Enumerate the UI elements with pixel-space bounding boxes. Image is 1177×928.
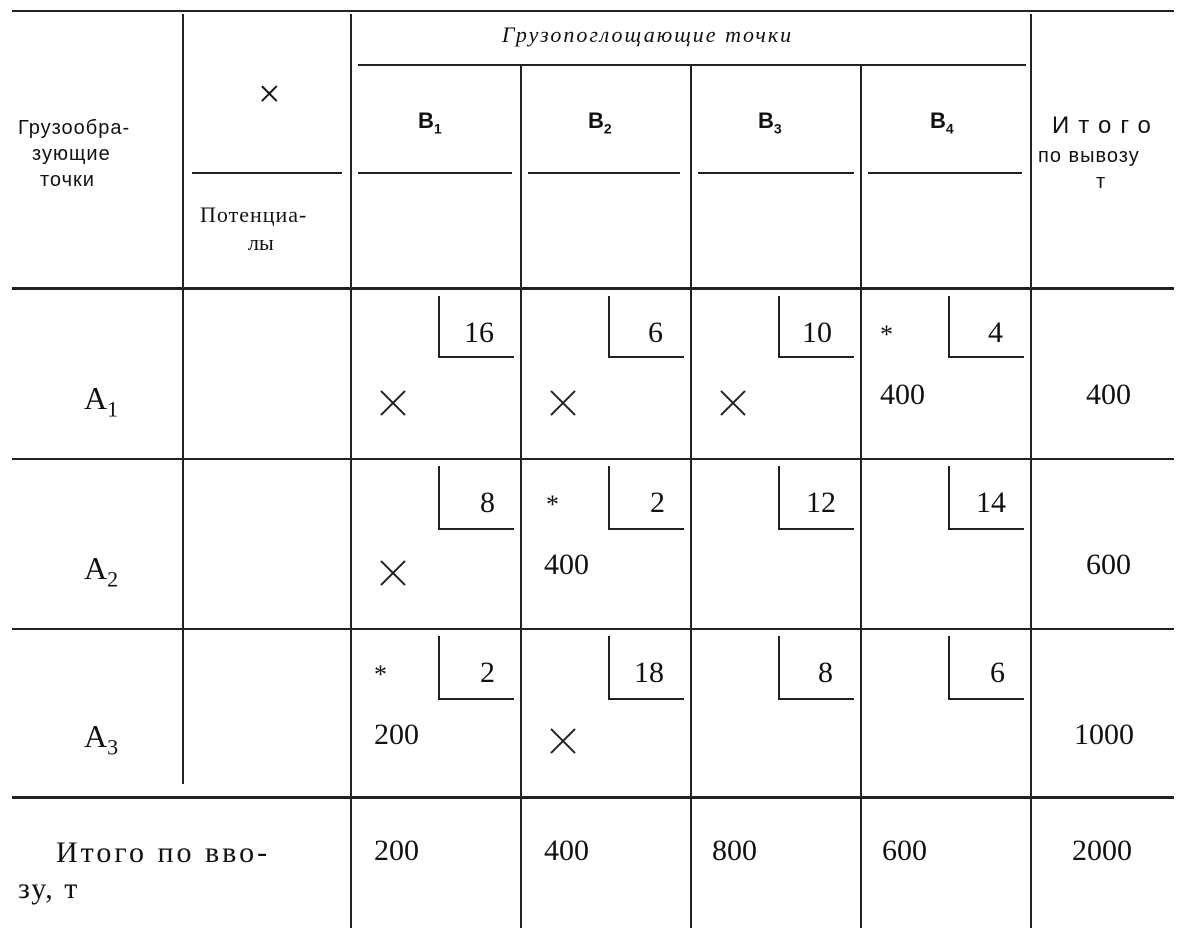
grand-total: 2000 [1072, 834, 1132, 867]
cost-a3-b3: 8 [818, 656, 833, 689]
footer-label-line-1: Итого по вво- [56, 836, 271, 869]
cross-mark-a1-b3 [720, 390, 746, 416]
cost-box-rule [778, 698, 854, 700]
total-out-line-3: т [1096, 171, 1107, 193]
cost-box-bracket [438, 636, 440, 698]
cost-box-rule [778, 528, 854, 530]
cross-mark-a2-b1 [380, 560, 406, 586]
footer-total-b2: 400 [544, 834, 589, 867]
row-label-a1: $А_1$ [84, 380, 119, 422]
column-header-b4: $В_4$ [930, 108, 954, 137]
dest-group-title: Грузопоглощающие точки [502, 22, 794, 47]
cross-mark-a3-b2 [550, 728, 576, 754]
footer-total-b4: 600 [882, 834, 927, 867]
cost-box-rule [608, 356, 684, 358]
row-total-a3: 1000 [1074, 718, 1134, 751]
cost-box-bracket [438, 466, 440, 528]
column-header-b2: $В_2$ [588, 108, 612, 137]
total-out-line-1: Итого [1052, 112, 1160, 139]
cost-box-rule [778, 356, 854, 358]
col-divider-1 [182, 14, 184, 784]
cost-a2-b3: 12 [806, 486, 836, 519]
column-header-b1: $В_1$ [418, 108, 442, 137]
cost-box-bracket [948, 636, 950, 698]
cost-box-rule [608, 528, 684, 530]
cost-a1-b2: 6 [648, 316, 663, 349]
total-out-line-2: по вывозу [1038, 145, 1140, 167]
footer-label-line-2: зу, т [18, 872, 80, 905]
amount-a3-b1: 200 [374, 718, 419, 751]
cost-box-rule [438, 528, 514, 530]
cost-box-bracket [608, 636, 610, 698]
potentials-line-1: Потенциа- [200, 202, 308, 227]
col-divider-b3-b4 [860, 66, 862, 928]
amount-a2-b2: 400 [544, 548, 589, 581]
potentials-line-2: лы [248, 230, 274, 255]
basis-star-a3-b1: * [374, 660, 387, 689]
footer-total-b3: 800 [712, 834, 757, 867]
cost-a3-b2: 18 [634, 656, 664, 689]
cost-box-bracket [948, 466, 950, 528]
cost-box-bracket [778, 636, 780, 698]
cost-box-bracket [438, 296, 440, 356]
cost-a2-b4: 14 [976, 486, 1006, 519]
cost-box-bracket [778, 296, 780, 356]
row-a3-bottom-rule [12, 796, 1174, 799]
corner-cross-mark: × [258, 71, 281, 116]
row-header-line-1: Грузообра- [18, 117, 131, 139]
row-header-line-2: зующие [32, 143, 111, 165]
cost-a1-b3: 10 [802, 316, 832, 349]
cost-a3-b4: 6 [990, 656, 1005, 689]
dest-group-rule [358, 64, 1026, 66]
footer-total-b1: 200 [374, 834, 419, 867]
col-divider-b2-b3 [690, 66, 692, 928]
row-a2-bottom-rule [12, 628, 1174, 630]
cost-box-bracket [948, 296, 950, 356]
cost-box-bracket [778, 466, 780, 528]
b4-subrule [868, 172, 1022, 174]
top-rule [12, 10, 1174, 12]
cost-box-rule [948, 528, 1024, 530]
b3-subrule [698, 172, 854, 174]
potentials-rule [192, 172, 342, 174]
row-total-a1: 400 [1086, 378, 1131, 411]
cost-a1-b1: 16 [464, 316, 494, 349]
cost-box-rule [608, 698, 684, 700]
col-divider-b1-b2 [520, 66, 522, 928]
cost-a3-b1: 2 [480, 656, 495, 689]
cost-a1-b4: 4 [988, 316, 1003, 349]
basis-star-a2-b2: * [546, 490, 559, 519]
cost-a2-b2: 2 [650, 486, 665, 519]
cost-box-rule [438, 698, 514, 700]
row-a1-bottom-rule [12, 458, 1174, 460]
column-header-b3: $В_3$ [758, 108, 782, 137]
cost-box-bracket [608, 296, 610, 356]
row-label-a2: $А_2$ [84, 550, 119, 592]
b1-subrule [358, 172, 512, 174]
cost-a2-b1: 8 [480, 486, 495, 519]
cost-box-rule [948, 356, 1024, 358]
basis-star-a1-b4: * [880, 320, 893, 349]
cost-box-rule [438, 356, 514, 358]
cross-mark-a1-b2 [550, 390, 576, 416]
col-divider-2 [350, 14, 352, 928]
b2-subrule [528, 172, 680, 174]
header-bottom-rule [12, 287, 1174, 290]
cross-mark-a1-b1 [380, 390, 406, 416]
row-label-a3: $А_3$ [84, 718, 119, 760]
row-header-line-3: точки [40, 169, 95, 191]
cost-box-rule [948, 698, 1024, 700]
col-divider-total [1030, 14, 1032, 928]
amount-a1-b4: 400 [880, 378, 925, 411]
cost-box-bracket [608, 466, 610, 528]
row-total-a2: 600 [1086, 548, 1131, 581]
